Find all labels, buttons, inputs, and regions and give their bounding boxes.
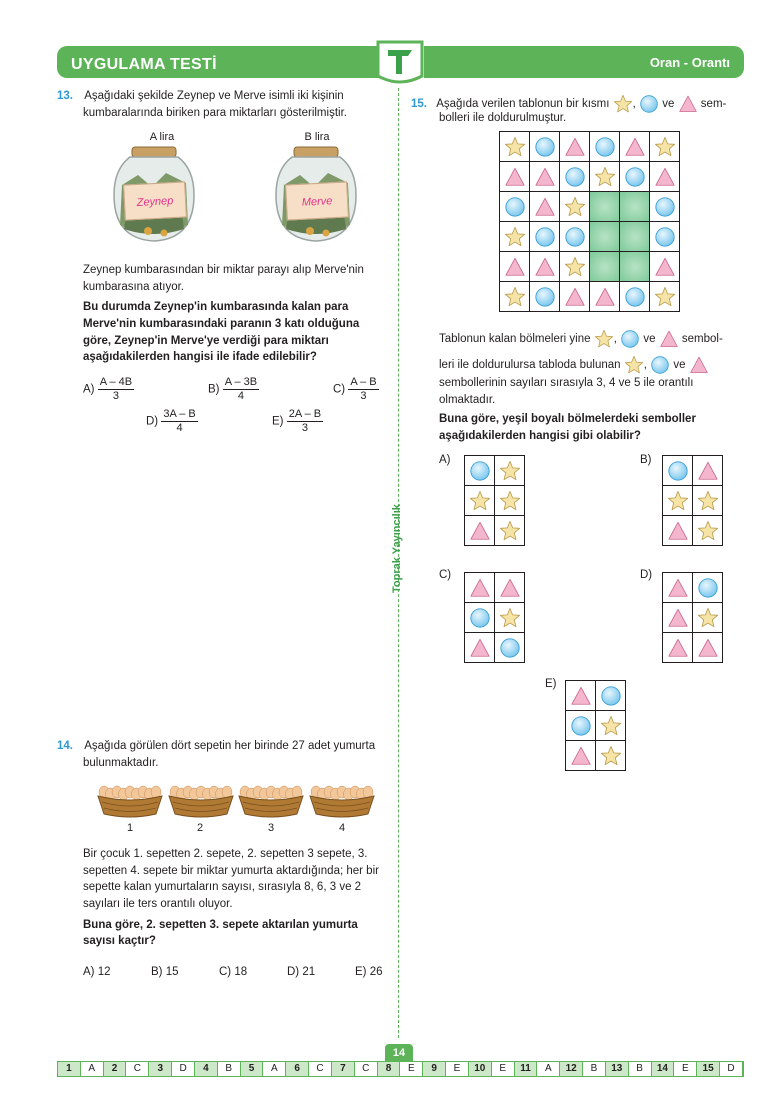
star-icon (663, 490, 692, 512)
grid-cell-green (590, 252, 620, 282)
question-14-body (83, 846, 387, 950)
star-icon (495, 607, 524, 629)
question-13 (57, 88, 387, 121)
circle-icon (560, 226, 589, 248)
triangle-icon (663, 637, 692, 659)
triangle-icon (689, 355, 709, 375)
grid-cell (620, 132, 650, 162)
option-grid-cell (596, 741, 626, 771)
option-grid-cell (495, 486, 525, 516)
answer-key-letter: E (400, 1062, 423, 1076)
circle-icon (500, 196, 529, 218)
q13-option-c[interactable]: C) $\frac{A - B}{3}$ (333, 376, 377, 403)
triangle-icon (495, 577, 524, 599)
grid-cell-green (620, 252, 650, 282)
grid-cell (560, 132, 590, 162)
answer-key-letter: A (537, 1062, 560, 1076)
answer-key-letter: A (263, 1062, 286, 1076)
option-grid-cell (465, 573, 495, 603)
circle-icon (650, 226, 679, 248)
question-14-intro: Aşağıda görülen dört sepetin her birinde 27 adet yumurta bulunmaktadır. (83, 740, 376, 769)
answer-key-number: 9 (423, 1062, 446, 1076)
option-grid-cell (495, 516, 525, 546)
grid-cell (620, 282, 650, 312)
option-grid-cell (693, 456, 723, 486)
grid-row (500, 162, 680, 192)
grid-cell (530, 192, 560, 222)
option-grid-row (465, 486, 525, 516)
option-grid-cell (566, 741, 596, 771)
triangle-icon (663, 607, 692, 629)
star-icon (500, 226, 529, 248)
grid-row (500, 282, 680, 312)
answer-key-letter: C (355, 1062, 378, 1076)
triangle-icon (530, 196, 559, 218)
option-grid-cell (465, 633, 495, 663)
circle-icon (590, 136, 619, 158)
circle-icon (620, 329, 640, 349)
grid-cell (650, 252, 680, 282)
option-grid-row (566, 711, 626, 741)
option-grid-cell (663, 573, 693, 603)
grid-cell (650, 192, 680, 222)
question-14 (57, 738, 387, 771)
triangle-icon (663, 577, 692, 599)
star-icon (500, 286, 529, 308)
answer-key-number: 1 (58, 1062, 81, 1076)
header-topic-bar (424, 46, 744, 78)
publisher-logo-icon (370, 36, 430, 86)
basket-label-1: 1 (127, 822, 134, 834)
grid-cell (650, 162, 680, 192)
circle-icon (465, 460, 494, 482)
jar-merve-tag: Merve (285, 181, 349, 220)
option-grid-row (566, 741, 626, 771)
grid-cell (590, 132, 620, 162)
star-icon (650, 136, 679, 158)
triangle-icon (465, 637, 494, 659)
q15-option-grid (464, 455, 525, 546)
answer-key-number: 2 (104, 1062, 127, 1076)
answer-key-letter: B (218, 1062, 241, 1076)
option-grid-cell (663, 456, 693, 486)
grid-cell (500, 132, 530, 162)
option-grid-row (663, 456, 723, 486)
q15-option-label: A) (439, 454, 451, 466)
q15-option-label: B) (640, 454, 652, 466)
triangle-icon (566, 745, 595, 767)
answer-key-letter: D (720, 1062, 743, 1076)
circle-icon (650, 355, 670, 375)
question-14-question: Buna göre, 2. sepetten 3. sepete aktarılan yumurta sayısı kaçtır? (83, 918, 358, 948)
star-icon (560, 196, 589, 218)
answer-key-number: 12 (560, 1062, 583, 1076)
q14-option-c[interactable]: C) 18 (219, 966, 248, 978)
question-15-text-line3: sembollerinin sayıları sırasıyla 3, 4 ve 5 ile orantılı olmaktadır. (439, 377, 694, 406)
option-grid-row (465, 633, 525, 663)
question-13-number: 13. (57, 90, 73, 102)
star-icon (650, 286, 679, 308)
star-icon (596, 715, 625, 737)
triangle-icon (620, 136, 649, 158)
star-icon (495, 490, 524, 512)
question-15-text-line1: Tablonun kalan bölmeleri yine , ve sembol- (439, 328, 744, 350)
answer-key-number: 7 (332, 1062, 355, 1076)
answer-key-number: 11 (515, 1062, 538, 1076)
answer-key-number: 10 (469, 1062, 492, 1076)
q15-option-label: E) (545, 678, 557, 690)
circle-icon (620, 286, 649, 308)
grid-cell-green (590, 192, 620, 222)
triangle-icon (530, 256, 559, 278)
option-grid-row (663, 486, 723, 516)
star-icon (594, 329, 614, 349)
question-15-intro-line1: 15. Aşağıda verilen tablonun bir kısmı , ve sem- (411, 92, 744, 116)
grid-cell (650, 222, 680, 252)
option-grid-cell (693, 633, 723, 663)
answer-key-number: 8 (378, 1062, 401, 1076)
grid-row (500, 252, 680, 282)
grid-cell (650, 132, 680, 162)
option-grid-cell (495, 633, 525, 663)
star-icon (693, 607, 722, 629)
question-14-number: 14. (57, 740, 73, 752)
q13-option-d[interactable]: D) $\frac{3A - B}{4}$ (146, 408, 196, 435)
option-grid-cell (465, 456, 495, 486)
star-icon (560, 256, 589, 278)
star-icon (495, 460, 524, 482)
grid-cell (500, 162, 530, 192)
circle-icon (530, 286, 559, 308)
triangle-icon (530, 166, 559, 188)
question-15-intro-line2: bolleri ile doldurulmuştur. (439, 112, 567, 124)
q13-option-e[interactable]: E) $\frac{2A - B}{3}$ (272, 408, 322, 435)
question-15-question: Buna göre, yeşil boyalı bölmelerdeki semboller aşağıdakilerden hangisi gibi olabilir? (439, 413, 696, 442)
answer-key-number: 3 (149, 1062, 172, 1076)
q14-option-b[interactable]: B) 15 (151, 966, 179, 978)
question-15-text-line2: leri ile doldurulursa tabloda bulunan , ve (439, 354, 744, 376)
circle-icon (693, 577, 722, 599)
answer-key-letter: E (674, 1062, 697, 1076)
grid-cell (650, 282, 680, 312)
grid-cell (620, 162, 650, 192)
question-13-body (83, 262, 387, 366)
triangle-icon (693, 460, 722, 482)
q15-option-grid (565, 680, 626, 771)
question-14-text: Bir çocuk 1. sepetten 2. sepete, 2. sepetten 3 sepete, 3. sepetten 4. sepete bir miktar yumurta aktardığında; her bir sepette kalan yumurtaların sayısı, sırasıyla 8, 6, 3 ve 2 sayıları ile ters orantılı oluyor. (83, 848, 379, 911)
option-grid-cell (596, 681, 626, 711)
option-grid-cell (663, 486, 693, 516)
circle-icon (596, 685, 625, 707)
egg-basket-icon (237, 780, 305, 818)
circle-icon (495, 637, 524, 659)
grid-cell-green (590, 222, 620, 252)
grid-cell (530, 132, 560, 162)
jar-zeynep-tag: Zeynep (123, 181, 187, 220)
circle-icon (620, 166, 649, 188)
grid-cell (530, 252, 560, 282)
q13-option-a[interactable]: A) $\frac{A - 4B}{3}$ (83, 376, 133, 403)
grid-cell (500, 252, 530, 282)
header-topic: Oran - Orantı (649, 55, 730, 70)
grid-cell (530, 162, 560, 192)
option-grid-row (663, 516, 723, 546)
triangle-icon (560, 136, 589, 158)
q14-option-a[interactable]: A) 12 (83, 966, 111, 978)
grid-cell (560, 222, 590, 252)
basket-label-3: 3 (268, 822, 275, 834)
answer-key-number: 5 (241, 1062, 264, 1076)
option-grid-cell (495, 573, 525, 603)
q14-option-e[interactable]: E) 26 (355, 966, 383, 978)
symbol-grid-table (499, 131, 680, 312)
option-grid-cell (663, 516, 693, 546)
triangle-icon (465, 577, 494, 599)
grid-cell (560, 282, 590, 312)
option-grid-row (465, 456, 525, 486)
answer-key-letter: C (126, 1062, 149, 1076)
q15-option-grid (662, 455, 723, 546)
answer-key-letter: E (492, 1062, 515, 1076)
grid-cell (500, 192, 530, 222)
q14-option-d[interactable]: D) 21 (287, 966, 316, 978)
option-grid-row (465, 603, 525, 633)
question-13-text: Zeynep kumbarasından bir miktar parayı alıp Merve'nin kumbarasına atıyor. (83, 264, 364, 293)
circle-icon (650, 196, 679, 218)
triangle-icon (650, 166, 679, 188)
answer-key-letter: B (583, 1062, 606, 1076)
grid-cell (500, 282, 530, 312)
triangle-icon (500, 166, 529, 188)
answer-key-number: 15 (697, 1062, 720, 1076)
grid-cell (530, 282, 560, 312)
option-grid-cell (465, 603, 495, 633)
jar-a-label: A lira (149, 131, 175, 143)
option-grid-cell (663, 633, 693, 663)
grid-cell (530, 222, 560, 252)
answer-key-letter: D (172, 1062, 195, 1076)
triangle-icon (659, 329, 679, 349)
publisher-side-label: Toprak Yayıncılık (391, 504, 404, 593)
egg-basket-icon (167, 780, 235, 818)
triangle-icon (693, 637, 722, 659)
option-grid-row (663, 633, 723, 663)
triangle-icon (500, 256, 529, 278)
egg-basket-icon (308, 780, 376, 818)
circle-icon (530, 136, 559, 158)
q15-option-grid (662, 572, 723, 663)
option-grid-cell (693, 573, 723, 603)
option-grid-cell (693, 486, 723, 516)
grid-cell-green (620, 222, 650, 252)
grid-cell (500, 222, 530, 252)
option-grid-row (663, 573, 723, 603)
answer-key-letter: C (309, 1062, 332, 1076)
triangle-icon (465, 520, 494, 542)
question-13-intro: Aşağıdaki şekilde Zeynep ve Merve isimli iki kişinin kumbaralarında biriken para miktarları gösterilmiştir. (83, 90, 347, 119)
basket-label-2: 2 (197, 822, 204, 834)
circle-icon (465, 607, 494, 629)
q15-option-label: C) (439, 569, 452, 581)
option-grid-cell (663, 603, 693, 633)
page-number: 14 (385, 1044, 413, 1062)
egg-basket-icon (96, 780, 164, 818)
star-icon (495, 520, 524, 542)
grid-cell (590, 282, 620, 312)
q15-option-grid (464, 572, 525, 663)
option-grid-cell (596, 711, 626, 741)
grid-cell (560, 192, 590, 222)
symbol-grid (499, 131, 680, 312)
star-icon (465, 490, 494, 512)
question-15-number: 15. (411, 98, 427, 110)
circle-icon (566, 715, 595, 737)
answer-key-number: 4 (195, 1062, 218, 1076)
grid-cell (560, 162, 590, 192)
answer-key-number: 6 (286, 1062, 309, 1076)
question-13-question: Bu durumda Zeynep'in kumbarasında kalan para Merve'nin kumbarasındaki paranın 3 katı olduğuna göre, Zeynep'in Merve'ye verdiği para miktarı aşağıdakilerden hangisi ile ifade edilebilir? (83, 301, 360, 364)
option-grid-cell (566, 681, 596, 711)
basket-label-4: 4 (339, 822, 346, 834)
star-icon (624, 355, 644, 375)
triangle-icon (566, 685, 595, 707)
star-icon (500, 136, 529, 158)
grid-row (500, 222, 680, 252)
answer-key-number: 13 (606, 1062, 629, 1076)
grid-cell-green (620, 192, 650, 222)
triangle-icon (650, 256, 679, 278)
answer-key-number: 14 (652, 1062, 675, 1076)
header-title: UYGULAMA TESTİ (71, 56, 217, 73)
star-icon (596, 745, 625, 767)
circle-icon (530, 226, 559, 248)
answer-key-letter: E (446, 1062, 469, 1076)
option-grid-cell (465, 516, 495, 546)
grid-cell (590, 162, 620, 192)
star-icon (590, 166, 619, 188)
grid-row (500, 192, 680, 222)
q15-option-label: D) (640, 569, 653, 581)
answer-key-letter: B (629, 1062, 652, 1076)
header-title-bar (57, 46, 384, 78)
option-grid-cell (566, 711, 596, 741)
jar-b-label: B lira (304, 131, 330, 143)
star-icon (693, 490, 722, 512)
option-grid-row (465, 573, 525, 603)
option-grid-cell (495, 603, 525, 633)
triangle-icon (663, 520, 692, 542)
answer-key-letter: A (81, 1062, 104, 1076)
grid-row (500, 132, 680, 162)
option-grid-cell (693, 603, 723, 633)
circle-icon (560, 166, 589, 188)
q13-option-b[interactable]: B) $\frac{A - 3B}{4}$ (208, 376, 258, 403)
triangle-icon (590, 286, 619, 308)
option-grid-row (566, 681, 626, 711)
option-grid-cell (495, 456, 525, 486)
circle-icon (663, 460, 692, 482)
option-grid-cell (693, 516, 723, 546)
option-grid-row (465, 516, 525, 546)
triangle-icon (560, 286, 589, 308)
answer-key (57, 1061, 744, 1077)
grid-cell (560, 252, 590, 282)
star-icon (693, 520, 722, 542)
option-grid-cell (465, 486, 495, 516)
option-grid-row (663, 603, 723, 633)
